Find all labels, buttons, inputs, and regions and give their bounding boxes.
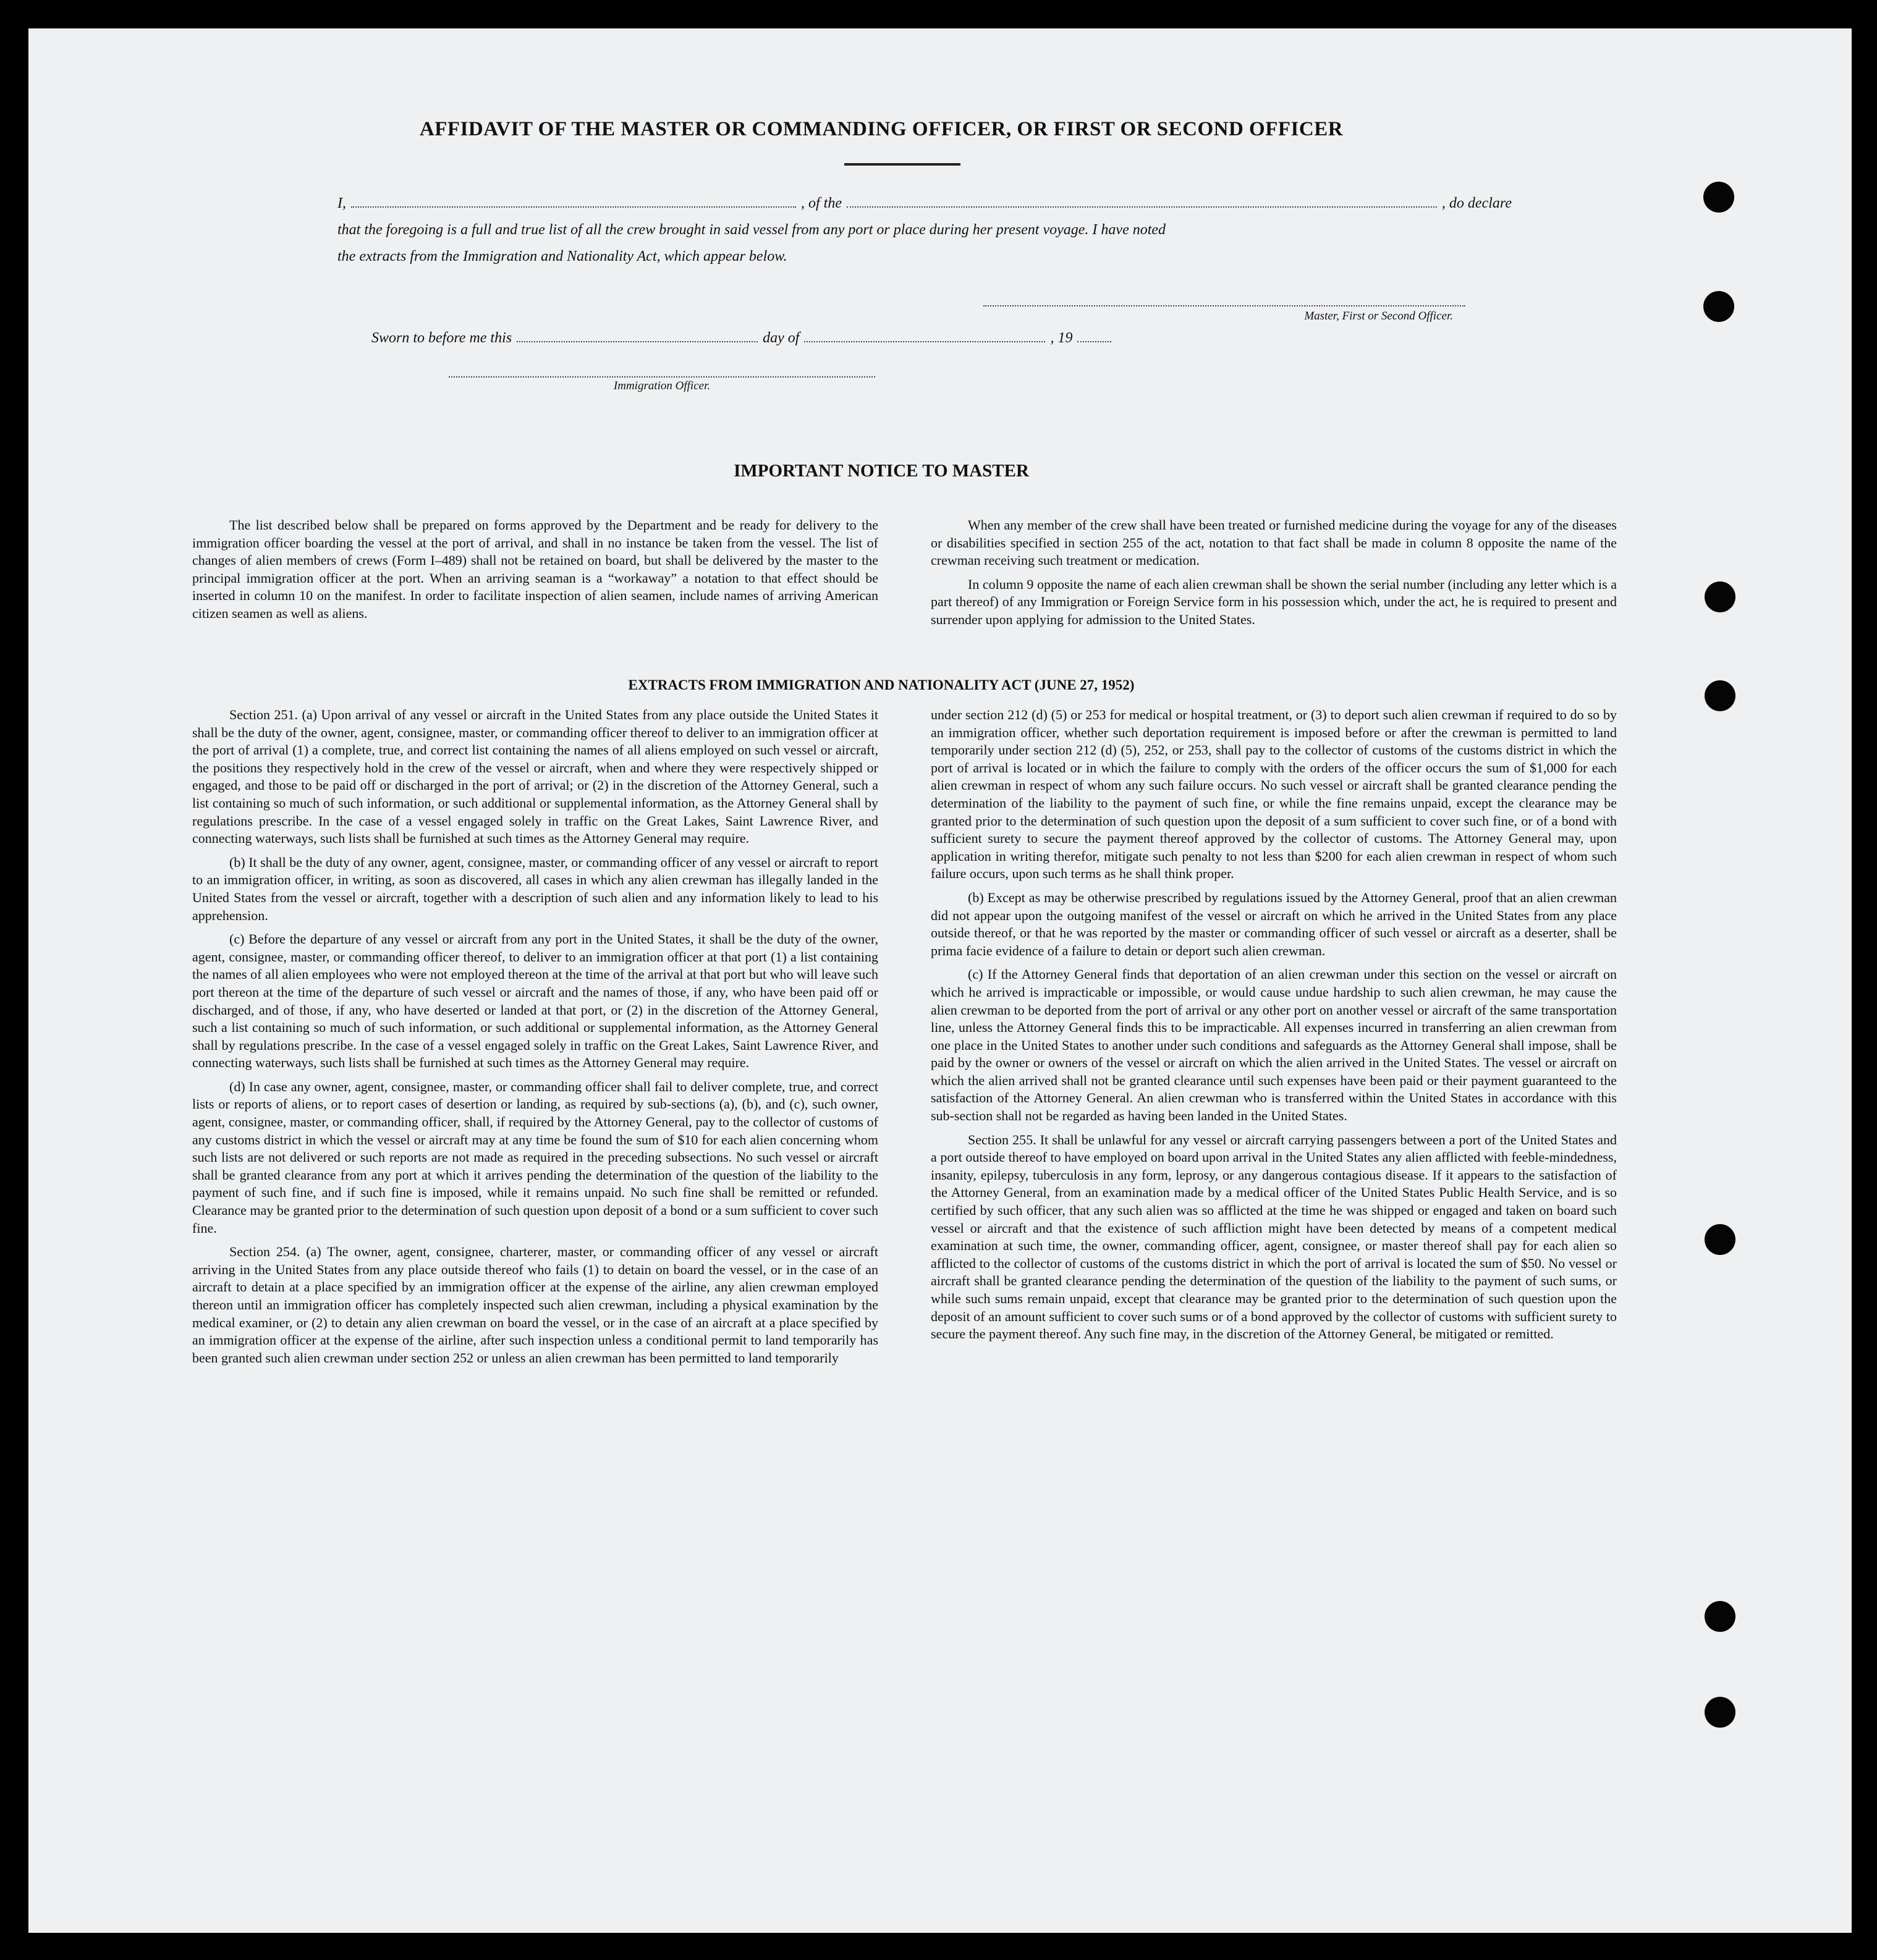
do-declare-label: , do declare xyxy=(1441,195,1512,211)
notice-paragraph: The list described below shall be prepared on forms approved by the Department and be ready for delivery to the immigration officer boarding the vessel at the port of arrival, and shall in no instance be taken from the vessel. The list of changes of alien members of crews (Form I–489) shall not be retained on board, but shall be delivered by the master to the principal immigration officer at the port. When an arriving seaman is a “workaway” a notation to that effect should be inserted in column 10 on the manifest. In order to facilitate inspection of alien seamen, include names of arriving American citizen seamen as well as aliens. xyxy=(192,517,878,621)
declaration-block xyxy=(337,190,1512,270)
extracts-left-column xyxy=(192,706,878,1373)
declaration-statement: that the foregoing is a full and true list of all the crew brought in said vessel from any port or place during her present voyage. I have noted xyxy=(337,222,1166,238)
notice-title: IMPORTANT NOTICE TO MASTER xyxy=(734,461,1029,481)
punch-hole xyxy=(1705,1224,1735,1255)
day-of-label: day of xyxy=(763,330,800,346)
i-label: I, xyxy=(337,195,346,211)
notice-right-column xyxy=(931,517,1617,635)
vessel-field[interactable] xyxy=(847,195,1437,208)
section-paragraph: Section 251. (a) Upon arrival of any vessel or aircraft in the United States from any place outside the United States it shall be the duty of the owner, agent, consignee, master, or commanding officer thereof to deliver to an immigration officer at the port of arrival (1) a complete, true, and correct list containing the names of all aliens employed on such vessel or aircraft, the positions they respectively hold in the crew of the vessel or aircraft, when and where they were respectively shipped or engaged, and those to be paid off or discharged in the port of arrival; or (2) in the discretion of the Attorney General, such a list containing so much of such information, or such additional or supplemental information, as the Attorney General shall by regulations prescribe. In the case of a vessel engaged solely in traffic on the Great Lakes, Saint Lawrence River, and connecting waterways, such lists shall be furnished at such times as the Attorney General may require. xyxy=(192,707,878,847)
immigration-officer-field[interactable] xyxy=(449,376,875,378)
punch-hole xyxy=(1705,1601,1735,1632)
extracts-title: EXTRACTS FROM IMMIGRATION AND NATIONALITY ACT (JUNE 27, 1952) xyxy=(628,677,1135,693)
name-field[interactable] xyxy=(351,195,796,208)
sworn-day-field[interactable] xyxy=(517,330,758,342)
year-label: , 19 xyxy=(1050,330,1073,346)
signature-label: Master, First or Second Officer. xyxy=(1304,310,1453,323)
punch-hole xyxy=(1705,1697,1735,1728)
sworn-year-field[interactable] xyxy=(1077,330,1111,342)
immigration-officer-label: Immigration Officer. xyxy=(613,379,711,392)
punch-hole xyxy=(1705,581,1735,612)
extracts-right-column xyxy=(931,706,1617,1350)
document-page xyxy=(28,28,1852,1933)
section-paragraph: (c) Before the departure of any vessel or aircraft from any port in the United States, it shall be the duty of the owner, agent, consignee, master, or commanding officer thereof, to deliver to an immigration officer at that port (1) a list containing the names of all alien employees who were not employed thereon at the time of the arrival at that port but who will leave such port thereon at the time of the departure of such vessel or aircraft and the names of those, if any, who have been paid off or discharged, and of those, if any, who have deserted or landed at that port, or (2) in the discretion of the Attorney General, such a list containing so much of such information, or such additional or supplemental information, as the Attorney General shall by regulations prescribe. In the case of a vessel engaged solely in traffic on the Great Lakes, Saint Lawrence River, and connecting waterways, such lists shall be furnished at such times as the Attorney General may require. xyxy=(192,931,878,1071)
section-paragraph: (d) In case any owner, agent, consignee, master, or commanding officer shall fail to deliver complete, true, and correct lists or reports of aliens, or to report cases of desertion or landing, as required by sub-sections (a), (b), and (c), such owner, agent, consignee, master, or commanding officer, shall, if required by the Attorney General, pay to the collector of customs of any customs district in which the vessel or aircraft may at any time be found the sum of $10 for each alien concerning whom such lists are not delivered or such reports are not made as required in the preceding subsections. No such vessel or aircraft shall be granted clearance from any port at which it arrives pending the determination of the question of the liability to the payment of such fine, and if such fine is imposed, while it remains unpaid. No such fine shall be remitted or refunded. Clearance may be granted prior to the determination of such question upon deposit of a bond or a sum sufficient to cover such fine. xyxy=(192,1078,878,1236)
declaration-statement-end: the extracts from the Immigration and Nationality Act, which appear below. xyxy=(337,248,787,264)
section-paragraph: (b) It shall be the duty of any owner, agent, consignee, master, or commanding officer of any vessel or aircraft to report to an immigration officer, in writing, as soon as discovered, all cases in which any alien crewman has illegally landed in the United States from the vessel or aircraft, together with a description of such alien and any information likely to lead to his apprehension. xyxy=(192,854,878,923)
section-paragraph: under section 212 (d) (5) or 253 for medical or hospital treatment, or (3) to deport such alien crewman if required to do so by an immigration officer, whether such deportation requirement is imposed before or after the crewman is permitted to land temporarily under section 212 (d) (5), 252, or 253, shall pay to the collector of customs of the customs district in which the port of arrival is located or in which the failure to comply with the orders of the officer occurs the sum of $1,000 for each alien crewman in respect of whom any such failure occurs. No such vessel or aircraft shall be granted clearance pending the determination of the liability to the payment of such fine, or while the fine remains unpaid, except the clearance may be granted prior to the determination of such question upon the deposit of a sum sufficient to cover such fine, or of a bond with sufficient surety to secure the payment thereof approved by the collector of customs. The Attorney General may, upon application in writing therefor, mitigate such penalty to not less than $200 for each alien crewman in respect of whom such failure occurs, upon such terms as he shall think proper. xyxy=(931,707,1617,882)
section-paragraph: Section 255. It shall be unlawful for any vessel or aircraft carrying passengers between a port of the United States and a port outside thereof to have employed on board upon arrival in the United States any alien afflicted with feeble-mindedness, insanity, epilepsy, tuberculosis in any form, leprosy, or any dangerous contagious disease. If it appears to the satisfaction of the Attorney General, from an examination made by a medical officer of the United States Public Health Service, and is so certified by such officer, that any such alien was so afflicted at the time he was shipped or engaged and taken on board such vessel or aircraft and that the existence of such affliction might have been detected by means of a competent medical examination at such time, the owner, commanding officer, agent, consignee, or master thereof shall pay for each alien so afflicted to the collector of customs of the customs district in which the port of arrival is located the sum of $50. No vessel or aircraft shall be granted clearance pending the determination of the question of the liability to the payment of such sums, or while such sums remain unpaid, except that clearance may be granted prior to the determination of such question upon the deposit of an amount sufficient to cover such sums or of a bond approved by the collector of customs with sufficient surety to secure the payment thereof. Any such fine may, in the discretion of the Attorney General, be mitigated or remitted. xyxy=(931,1131,1617,1342)
sworn-label: Sworn to before me this xyxy=(371,330,512,346)
punch-hole xyxy=(1703,291,1734,322)
declaration-line xyxy=(337,190,1512,217)
sworn-month-field[interactable] xyxy=(804,330,1045,342)
notice-paragraph: When any member of the crew shall have been treated or furnished medicine during the voyage for any of the diseases or disabilities specified in section 255 of the act, notation to that fact shall be made in column 8 opposite the name of the crewman receiving such treatment or medication. xyxy=(931,517,1617,568)
notice-paragraph: In column 9 opposite the name of each alien crewman shall be shown the serial number (including any letter which is a part thereof) of any Immigration or Foreign Service form in his possession which, under the act, he is required to present and surrender upon applying for admission to the United States. xyxy=(931,576,1617,627)
sworn-line xyxy=(371,330,1268,347)
of-the-label: , of the xyxy=(801,195,842,211)
title-rule xyxy=(844,163,960,166)
section-paragraph: Section 254. (a) The owner, agent, consignee, charterer, master, or commanding officer of any vessel or aircraft arriving in the United States from any place outside thereof who fails (1) to detain on board the vessel, or in the case of an aircraft to detain at a place specified by an immigration officer at the expense of the airline, any alien crewman employed thereon until an immigration officer has completely inspected such alien crewman, including a physical examination by the medical examiner, or (2) to detain any alien crewman on board the vessel, or in the case of an aircraft at a place specified by an immigration officer at the expense of the airline, after such inspection unless a conditional permit to land temporarily has been granted such alien crewman under section 252 or unless an alien crewman has been permitted to land temporarily xyxy=(192,1244,878,1366)
notice-left-column xyxy=(192,517,878,629)
section-paragraph: (b) Except as may be otherwise prescribed by regulations issued by the Attorney General, proof that an alien crewman did not appear upon the outgoing manifest of the vessel or aircraft on which he arrived in the United States from any place outside thereof, or that he was reported by the master or commanding officer of such vessel or aircraft as a deserter, shall be prima facie evidence of a failure to detain or deport such alien crewman. xyxy=(931,889,1617,958)
affidavit-title: AFFIDAVIT OF THE MASTER OR COMMANDING OFFICER, OR FIRST OR SECOND OFFICER xyxy=(419,118,1344,140)
punch-hole xyxy=(1703,182,1734,213)
signature-field[interactable] xyxy=(983,305,1465,306)
section-paragraph: (c) If the Attorney General finds that deportation of an alien crewman under this section on the vessel or aircraft on which he arrived is impracticable or impossible, or would cause undue hardship to such alien crewman, he may cause the alien crewman to be deported from the port of arrival or any other port on another vessel or aircraft of the same transportation line, unless the Attorney General finds this to be impracticable. All expenses incurred in transferring an alien crewman from one place in the United States to another under such conditions and safeguards as the Attorney General shall impose, shall be paid by the owner or owners of the vessel or aircraft on which the alien arrived in the United States. The vessel or aircraft on which the alien arrived shall not be granted clearance until such expenses have been paid or their payment guaranteed to the satisfaction of the Attorney General. An alien crewman who is transferred within the United States in accordance with this sub-section shall not be regarded as having been landed in the United States. xyxy=(931,966,1617,1124)
